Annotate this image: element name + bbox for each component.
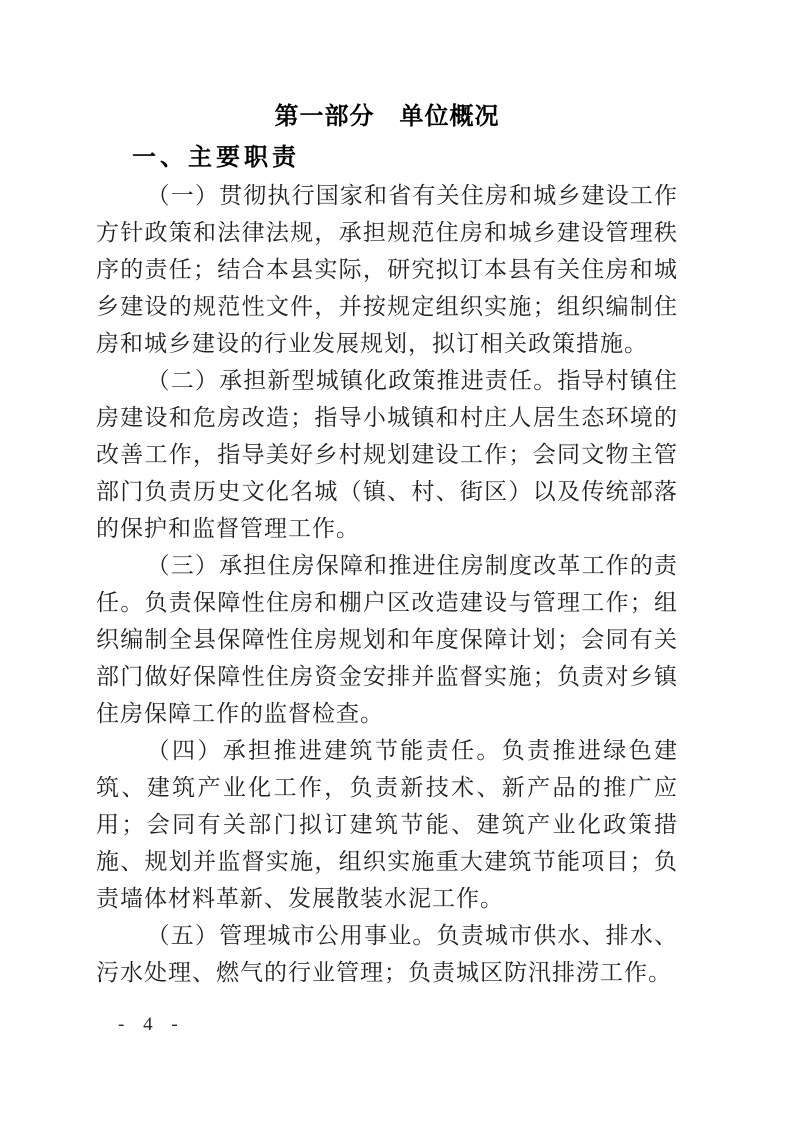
paragraph-duty-5: （五）管理城市公用事业。负责城市供水、排水、污水处理、燃气的行业管理；负责城区防汛排涝工作。 xyxy=(96,923,678,985)
paragraph-duty-1: （一）贯彻执行国家和省有关住房和城乡建设工作方针政策和法律法规，承担规范住房和城乡建设管理秩序的责任；结合本县实际，研究拟订本县有关住房和城乡建设的规范性文件，并按规定组织实施；组织编制住房和城乡建设的行业发展规划，拟订相关政策措施。 xyxy=(96,183,678,356)
content-area xyxy=(96,0,678,991)
paragraph-duty-2: （二）承担新型城镇化政策推进责任。指导村镇住房建设和危房改造；指导小城镇和村庄人居生态环境的改善工作，指导美好乡村规划建设工作；会同文物主管部门负责历史文化名城（镇、村、街区）以及传统部落的保护和监督管理工作。 xyxy=(96,368,678,541)
paragraph-duty-3: （三）承担住房保障和推进住房制度改革工作的责任。负责保障性住房和棚户区改造建设与管理工作；组织编制全县保障性住房规划和年度保障计划；会同有关部门做好保障性住房资金安排并监督实施；负责对乡镇住房保障工作的监督检查。 xyxy=(96,553,678,726)
page-title: 第一部分 单位概况 xyxy=(274,103,500,130)
page-number: - 4 - xyxy=(118,1014,185,1035)
section-heading-main-duties: 一、主要职责 xyxy=(132,144,300,171)
paragraph-duty-4: （四）承担推进建筑节能责任。负责推进绿色建筑、建筑产业化工作，负责新技术、新产品的推广应用；会同有关部门拟订建筑节能、建筑产业化政策措施、规划并监督实施，组织实施重大建筑节能项目；负责墙体材料革新、发展散装水泥工作。 xyxy=(96,738,678,911)
